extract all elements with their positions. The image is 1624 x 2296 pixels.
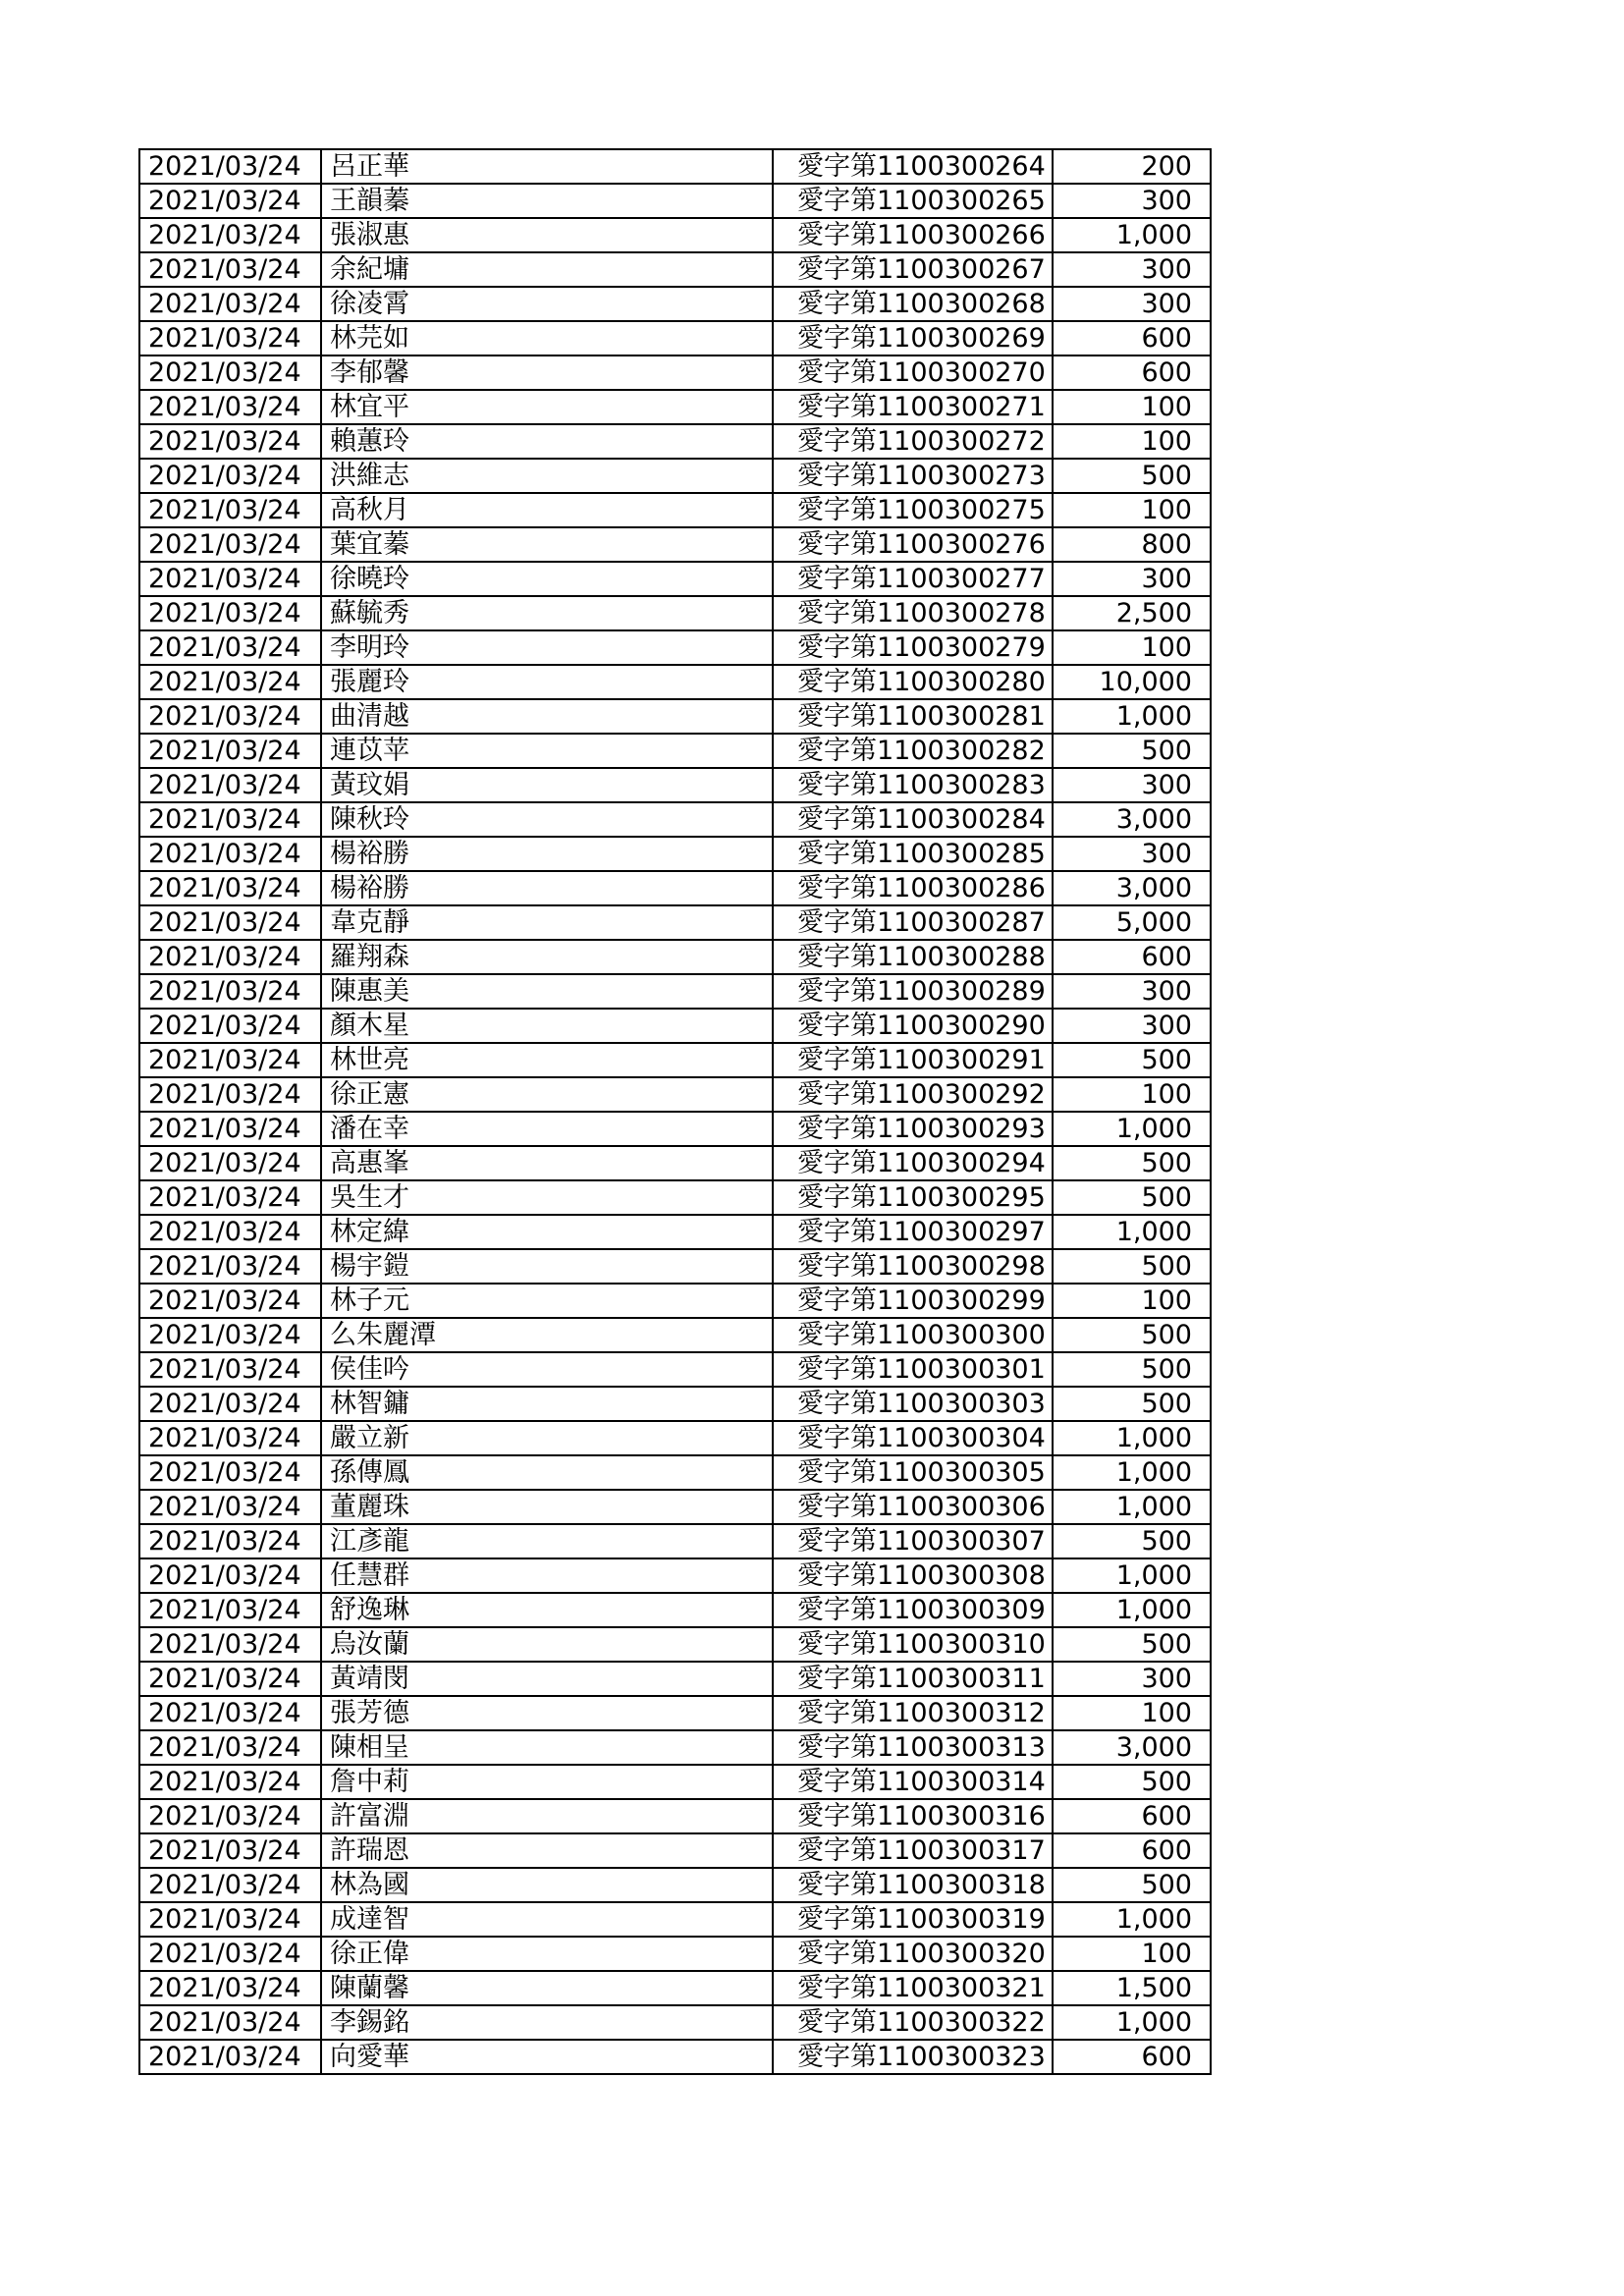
donation-date-cell: 2021/03/24 [139, 665, 321, 699]
receipt-number-cell: 愛字第1100300308 [773, 1558, 1053, 1593]
donor-name-cell: 洪維志 [321, 459, 773, 493]
donation-amount-cell: 500 [1053, 1387, 1211, 1421]
donor-name-cell: 賴蕙玲 [321, 424, 773, 459]
donation-amount-cell: 100 [1053, 630, 1211, 665]
donor-name-cell: 侯佳吟 [321, 1352, 773, 1387]
donation-date-cell: 2021/03/24 [139, 1146, 321, 1180]
table-row [139, 1799, 1211, 1833]
donor-name-cell: 徐凌霄 [321, 287, 773, 321]
donation-date-cell: 2021/03/24 [139, 1662, 321, 1696]
donation-amount-cell: 300 [1053, 1662, 1211, 1696]
donor-name-cell: 林芫如 [321, 321, 773, 355]
receipt-number-cell: 愛字第1100300273 [773, 459, 1053, 493]
receipt-number-cell: 愛字第1100300312 [773, 1696, 1053, 1730]
donation-amount-cell: 600 [1053, 1833, 1211, 1868]
donor-name-cell: 李郁馨 [321, 355, 773, 390]
receipt-number-cell: 愛字第1100300288 [773, 940, 1053, 974]
table-row [139, 287, 1211, 321]
donor-name-cell: 楊裕勝 [321, 837, 773, 871]
donation-amount-cell: 100 [1053, 1284, 1211, 1318]
donation-date-cell: 2021/03/24 [139, 1696, 321, 1730]
donation-date-cell: 2021/03/24 [139, 905, 321, 940]
receipt-number-cell: 愛字第1100300269 [773, 321, 1053, 355]
donation-amount-cell: 3,000 [1053, 871, 1211, 905]
donation-amount-cell: 2,500 [1053, 596, 1211, 630]
table-row [139, 1558, 1211, 1593]
donation-date-cell: 2021/03/24 [139, 390, 321, 424]
donor-name-cell: 許瑞恩 [321, 1833, 773, 1868]
receipt-number-cell: 愛字第1100300281 [773, 699, 1053, 734]
receipt-number-cell: 愛字第1100300290 [773, 1009, 1053, 1043]
donor-name-cell: 李錫銘 [321, 2005, 773, 2040]
donor-name-cell: 余紀墉 [321, 252, 773, 287]
donation-amount-cell: 100 [1053, 424, 1211, 459]
donation-amount-cell: 1,000 [1053, 1902, 1211, 1937]
table-row [139, 527, 1211, 562]
table-row [139, 1009, 1211, 1043]
table-row [139, 321, 1211, 355]
donation-amount-cell: 300 [1053, 768, 1211, 802]
table-row [139, 734, 1211, 768]
donation-amount-cell: 100 [1053, 1937, 1211, 1971]
donation-date-cell: 2021/03/24 [139, 1009, 321, 1043]
donation-date-cell: 2021/03/24 [139, 252, 321, 287]
donation-date-cell: 2021/03/24 [139, 459, 321, 493]
table-row [139, 1524, 1211, 1558]
donation-amount-cell: 600 [1053, 1799, 1211, 1833]
receipt-number-cell: 愛字第1100300264 [773, 149, 1053, 184]
donation-amount-cell: 100 [1053, 493, 1211, 527]
donation-date-cell: 2021/03/24 [139, 1352, 321, 1387]
donation-amount-cell: 500 [1053, 1146, 1211, 1180]
donation-amount-cell: 300 [1053, 974, 1211, 1009]
donor-name-cell: 許富淵 [321, 1799, 773, 1833]
receipt-number-cell: 愛字第1100300306 [773, 1490, 1053, 1524]
table-row [139, 1077, 1211, 1112]
table-row [139, 1868, 1211, 1902]
donation-amount-cell: 500 [1053, 1352, 1211, 1387]
donation-amount-cell: 500 [1053, 1043, 1211, 1077]
receipt-number-cell: 愛字第1100300317 [773, 1833, 1053, 1868]
donor-name-cell: 韋克靜 [321, 905, 773, 940]
receipt-number-cell: 愛字第1100300298 [773, 1249, 1053, 1284]
table-row [139, 424, 1211, 459]
receipt-number-cell: 愛字第1100300285 [773, 837, 1053, 871]
donation-date-cell: 2021/03/24 [139, 2005, 321, 2040]
donation-table [138, 148, 1212, 2075]
receipt-number-cell: 愛字第1100300322 [773, 2005, 1053, 2040]
table-row [139, 1627, 1211, 1662]
donation-date-cell: 2021/03/24 [139, 699, 321, 734]
receipt-number-cell: 愛字第1100300311 [773, 1662, 1053, 1696]
donor-name-cell: 張芳德 [321, 1696, 773, 1730]
receipt-number-cell: 愛字第1100300292 [773, 1077, 1053, 1112]
table-row [139, 768, 1211, 802]
receipt-number-cell: 愛字第1100300294 [773, 1146, 1053, 1180]
donor-name-cell: 任慧群 [321, 1558, 773, 1593]
donation-date-cell: 2021/03/24 [139, 1593, 321, 1627]
table-row [139, 459, 1211, 493]
receipt-number-cell: 愛字第1100300318 [773, 1868, 1053, 1902]
donation-date-cell: 2021/03/24 [139, 562, 321, 596]
donation-date-cell: 2021/03/24 [139, 974, 321, 1009]
receipt-number-cell: 愛字第1100300307 [773, 1524, 1053, 1558]
table-row [139, 1043, 1211, 1077]
donation-date-cell: 2021/03/24 [139, 1387, 321, 1421]
donor-name-cell: 羅翔森 [321, 940, 773, 974]
donation-date-cell: 2021/03/24 [139, 1902, 321, 1937]
donation-date-cell: 2021/03/24 [139, 493, 321, 527]
donation-amount-cell: 300 [1053, 1009, 1211, 1043]
donor-name-cell: 呂正華 [321, 149, 773, 184]
donor-name-cell: 林子元 [321, 1284, 773, 1318]
receipt-number-cell: 愛字第1100300309 [773, 1593, 1053, 1627]
table-row [139, 1490, 1211, 1524]
donation-amount-cell: 100 [1053, 390, 1211, 424]
donor-name-cell: 陳蘭馨 [321, 1971, 773, 2005]
donation-date-cell: 2021/03/24 [139, 1112, 321, 1146]
table-row [139, 1971, 1211, 2005]
table-row [139, 562, 1211, 596]
donation-amount-cell: 300 [1053, 287, 1211, 321]
table-row [139, 2005, 1211, 2040]
receipt-number-cell: 愛字第1100300303 [773, 1387, 1053, 1421]
donation-amount-cell: 1,000 [1053, 699, 1211, 734]
donation-date-cell: 2021/03/24 [139, 1765, 321, 1799]
donation-date-cell: 2021/03/24 [139, 768, 321, 802]
donation-amount-cell: 3,000 [1053, 1730, 1211, 1765]
donor-name-cell: 吳生才 [321, 1180, 773, 1215]
receipt-number-cell: 愛字第1100300304 [773, 1421, 1053, 1455]
donation-amount-cell: 1,000 [1053, 1215, 1211, 1249]
donation-amount-cell: 500 [1053, 1524, 1211, 1558]
receipt-number-cell: 愛字第1100300270 [773, 355, 1053, 390]
donation-date-cell: 2021/03/24 [139, 630, 321, 665]
donor-name-cell: 楊裕勝 [321, 871, 773, 905]
donation-amount-cell: 5,000 [1053, 905, 1211, 940]
receipt-number-cell: 愛字第1100300291 [773, 1043, 1053, 1077]
receipt-number-cell: 愛字第1100300314 [773, 1765, 1053, 1799]
donor-name-cell: 舒逸琳 [321, 1593, 773, 1627]
table-row [139, 252, 1211, 287]
donation-date-cell: 2021/03/24 [139, 287, 321, 321]
receipt-number-cell: 愛字第1100300271 [773, 390, 1053, 424]
donation-amount-cell: 200 [1053, 149, 1211, 184]
donor-name-cell: 么朱麗潭 [321, 1318, 773, 1352]
receipt-number-cell: 愛字第1100300283 [773, 768, 1053, 802]
donation-amount-cell: 500 [1053, 1765, 1211, 1799]
receipt-number-cell: 愛字第1100300299 [773, 1284, 1053, 1318]
donation-date-cell: 2021/03/24 [139, 355, 321, 390]
table-row [139, 1593, 1211, 1627]
receipt-number-cell: 愛字第1100300277 [773, 562, 1053, 596]
donation-amount-cell: 600 [1053, 940, 1211, 974]
receipt-number-cell: 愛字第1100300297 [773, 1215, 1053, 1249]
table-row [139, 1112, 1211, 1146]
donor-name-cell: 陳相呈 [321, 1730, 773, 1765]
donor-name-cell: 烏汝蘭 [321, 1627, 773, 1662]
donor-name-cell: 江彥龍 [321, 1524, 773, 1558]
donation-amount-cell: 600 [1053, 355, 1211, 390]
donation-amount-cell: 300 [1053, 252, 1211, 287]
receipt-number-cell: 愛字第1100300266 [773, 218, 1053, 252]
donation-date-cell: 2021/03/24 [139, 837, 321, 871]
receipt-number-cell: 愛字第1100300272 [773, 424, 1053, 459]
table-row [139, 1180, 1211, 1215]
donation-amount-cell: 1,000 [1053, 218, 1211, 252]
table-row [139, 1146, 1211, 1180]
donation-amount-cell: 300 [1053, 562, 1211, 596]
table-row [139, 1215, 1211, 1249]
donation-amount-cell: 500 [1053, 1180, 1211, 1215]
donation-amount-cell: 1,000 [1053, 1421, 1211, 1455]
donor-name-cell: 曲清越 [321, 699, 773, 734]
donation-amount-cell: 500 [1053, 1868, 1211, 1902]
table-row [139, 1284, 1211, 1318]
donation-date-cell: 2021/03/24 [139, 802, 321, 837]
table-row [139, 1455, 1211, 1490]
donor-name-cell: 王韻蓁 [321, 184, 773, 218]
donation-date-cell: 2021/03/24 [139, 1937, 321, 1971]
donation-amount-cell: 10,000 [1053, 665, 1211, 699]
donor-name-cell: 高惠峯 [321, 1146, 773, 1180]
donor-name-cell: 張淑惠 [321, 218, 773, 252]
table-row [139, 2040, 1211, 2074]
donation-amount-cell: 500 [1053, 1627, 1211, 1662]
donation-date-cell: 2021/03/24 [139, 2040, 321, 2074]
donation-amount-cell: 300 [1053, 837, 1211, 871]
table-row [139, 355, 1211, 390]
receipt-number-cell: 愛字第1100300319 [773, 1902, 1053, 1937]
donation-date-cell: 2021/03/24 [139, 184, 321, 218]
donor-name-cell: 林世亮 [321, 1043, 773, 1077]
donation-date-cell: 2021/03/24 [139, 1558, 321, 1593]
donation-date-cell: 2021/03/24 [139, 1627, 321, 1662]
donor-name-cell: 潘在幸 [321, 1112, 773, 1146]
table-row [139, 1833, 1211, 1868]
donation-amount-cell: 500 [1053, 1249, 1211, 1284]
donor-name-cell: 林宜平 [321, 390, 773, 424]
receipt-number-cell: 愛字第1100300284 [773, 802, 1053, 837]
donor-name-cell: 黃靖閔 [321, 1662, 773, 1696]
donor-name-cell: 楊宇鎧 [321, 1249, 773, 1284]
donation-date-cell: 2021/03/24 [139, 1421, 321, 1455]
donation-amount-cell: 500 [1053, 1318, 1211, 1352]
receipt-number-cell: 愛字第1100300320 [773, 1937, 1053, 1971]
receipt-number-cell: 愛字第1100300276 [773, 527, 1053, 562]
table-row [139, 699, 1211, 734]
table-row [139, 630, 1211, 665]
receipt-number-cell: 愛字第1100300305 [773, 1455, 1053, 1490]
donation-amount-cell: 100 [1053, 1696, 1211, 1730]
donation-amount-cell: 1,000 [1053, 1593, 1211, 1627]
donation-amount-cell: 1,000 [1053, 1455, 1211, 1490]
receipt-number-cell: 愛字第1100300321 [773, 1971, 1053, 2005]
donor-name-cell: 孫傳鳳 [321, 1455, 773, 1490]
receipt-number-cell: 愛字第1100300310 [773, 1627, 1053, 1662]
donation-date-cell: 2021/03/24 [139, 218, 321, 252]
donor-name-cell: 陳惠美 [321, 974, 773, 1009]
donation-amount-cell: 600 [1053, 321, 1211, 355]
donation-amount-cell: 100 [1053, 1077, 1211, 1112]
donor-name-cell: 徐曉玲 [321, 562, 773, 596]
donation-date-cell: 2021/03/24 [139, 527, 321, 562]
donation-date-cell: 2021/03/24 [139, 1490, 321, 1524]
donation-amount-cell: 1,000 [1053, 1112, 1211, 1146]
donor-name-cell: 董麗珠 [321, 1490, 773, 1524]
table-row [139, 184, 1211, 218]
donor-name-cell: 成達智 [321, 1902, 773, 1937]
table-row [139, 665, 1211, 699]
receipt-number-cell: 愛字第1100300301 [773, 1352, 1053, 1387]
table-row [139, 1937, 1211, 1971]
receipt-number-cell: 愛字第1100300295 [773, 1180, 1053, 1215]
donation-date-cell: 2021/03/24 [139, 321, 321, 355]
donation-amount-cell: 1,000 [1053, 1490, 1211, 1524]
donor-name-cell: 葉宜蓁 [321, 527, 773, 562]
donation-date-cell: 2021/03/24 [139, 1215, 321, 1249]
table-row [139, 390, 1211, 424]
donation-amount-cell: 300 [1053, 184, 1211, 218]
table-row [139, 1765, 1211, 1799]
receipt-number-cell: 愛字第1100300313 [773, 1730, 1053, 1765]
receipt-number-cell: 愛字第1100300282 [773, 734, 1053, 768]
table-row [139, 940, 1211, 974]
donation-date-cell: 2021/03/24 [139, 1971, 321, 2005]
receipt-number-cell: 愛字第1100300286 [773, 871, 1053, 905]
donor-name-cell: 連苡苹 [321, 734, 773, 768]
table-row [139, 1387, 1211, 1421]
donation-amount-cell: 500 [1053, 734, 1211, 768]
donation-amount-cell: 600 [1053, 2040, 1211, 2074]
donation-table-body [139, 149, 1211, 2074]
donation-date-cell: 2021/03/24 [139, 940, 321, 974]
donor-name-cell: 徐正憲 [321, 1077, 773, 1112]
donation-date-cell: 2021/03/24 [139, 734, 321, 768]
donation-amount-cell: 1,000 [1053, 1558, 1211, 1593]
donor-name-cell: 蘇毓秀 [321, 596, 773, 630]
donor-name-cell: 詹中莉 [321, 1765, 773, 1799]
table-row [139, 149, 1211, 184]
donor-name-cell: 黃玟娟 [321, 768, 773, 802]
table-row [139, 493, 1211, 527]
receipt-number-cell: 愛字第1100300279 [773, 630, 1053, 665]
table-row [139, 1352, 1211, 1387]
table-row [139, 871, 1211, 905]
donation-date-cell: 2021/03/24 [139, 1077, 321, 1112]
donation-date-cell: 2021/03/24 [139, 1868, 321, 1902]
donation-date-cell: 2021/03/24 [139, 1043, 321, 1077]
table-row [139, 1730, 1211, 1765]
table-row [139, 1249, 1211, 1284]
table-row [139, 596, 1211, 630]
receipt-number-cell: 愛字第1100300275 [773, 493, 1053, 527]
donation-date-cell: 2021/03/24 [139, 1455, 321, 1490]
receipt-number-cell: 愛字第1100300300 [773, 1318, 1053, 1352]
receipt-number-cell: 愛字第1100300268 [773, 287, 1053, 321]
receipt-number-cell: 愛字第1100300267 [773, 252, 1053, 287]
donation-amount-cell: 1,500 [1053, 1971, 1211, 2005]
donor-name-cell: 陳秋玲 [321, 802, 773, 837]
table-row [139, 837, 1211, 871]
donor-name-cell: 徐正偉 [321, 1937, 773, 1971]
table-row [139, 1662, 1211, 1696]
donation-date-cell: 2021/03/24 [139, 596, 321, 630]
receipt-number-cell: 愛字第1100300280 [773, 665, 1053, 699]
receipt-number-cell: 愛字第1100300289 [773, 974, 1053, 1009]
receipt-number-cell: 愛字第1100300293 [773, 1112, 1053, 1146]
table-row [139, 974, 1211, 1009]
table-row [139, 1902, 1211, 1937]
receipt-number-cell: 愛字第1100300287 [773, 905, 1053, 940]
donor-name-cell: 嚴立新 [321, 1421, 773, 1455]
donation-date-cell: 2021/03/24 [139, 1730, 321, 1765]
donation-date-cell: 2021/03/24 [139, 1318, 321, 1352]
donor-name-cell: 張麗玲 [321, 665, 773, 699]
receipt-number-cell: 愛字第1100300323 [773, 2040, 1053, 2074]
table-row [139, 905, 1211, 940]
receipt-number-cell: 愛字第1100300265 [773, 184, 1053, 218]
donation-date-cell: 2021/03/24 [139, 871, 321, 905]
donation-amount-cell: 3,000 [1053, 802, 1211, 837]
table-row [139, 802, 1211, 837]
donor-name-cell: 高秋月 [321, 493, 773, 527]
table-row [139, 218, 1211, 252]
donation-date-cell: 2021/03/24 [139, 1799, 321, 1833]
donor-name-cell: 林定緯 [321, 1215, 773, 1249]
donor-name-cell: 林為國 [321, 1868, 773, 1902]
donation-date-cell: 2021/03/24 [139, 1180, 321, 1215]
donation-date-cell: 2021/03/24 [139, 1833, 321, 1868]
donation-date-cell: 2021/03/24 [139, 1284, 321, 1318]
donation-date-cell: 2021/03/24 [139, 424, 321, 459]
donation-date-cell: 2021/03/24 [139, 1524, 321, 1558]
table-row [139, 1696, 1211, 1730]
table-row [139, 1421, 1211, 1455]
donation-amount-cell: 500 [1053, 459, 1211, 493]
donation-amount-cell: 1,000 [1053, 2005, 1211, 2040]
donor-name-cell: 林智鏞 [321, 1387, 773, 1421]
donation-date-cell: 2021/03/24 [139, 149, 321, 184]
donor-name-cell: 李明玲 [321, 630, 773, 665]
table-row [139, 1318, 1211, 1352]
donation-date-cell: 2021/03/24 [139, 1249, 321, 1284]
receipt-number-cell: 愛字第1100300278 [773, 596, 1053, 630]
donor-name-cell: 顏木星 [321, 1009, 773, 1043]
donor-name-cell: 向愛華 [321, 2040, 773, 2074]
donation-amount-cell: 800 [1053, 527, 1211, 562]
receipt-number-cell: 愛字第1100300316 [773, 1799, 1053, 1833]
